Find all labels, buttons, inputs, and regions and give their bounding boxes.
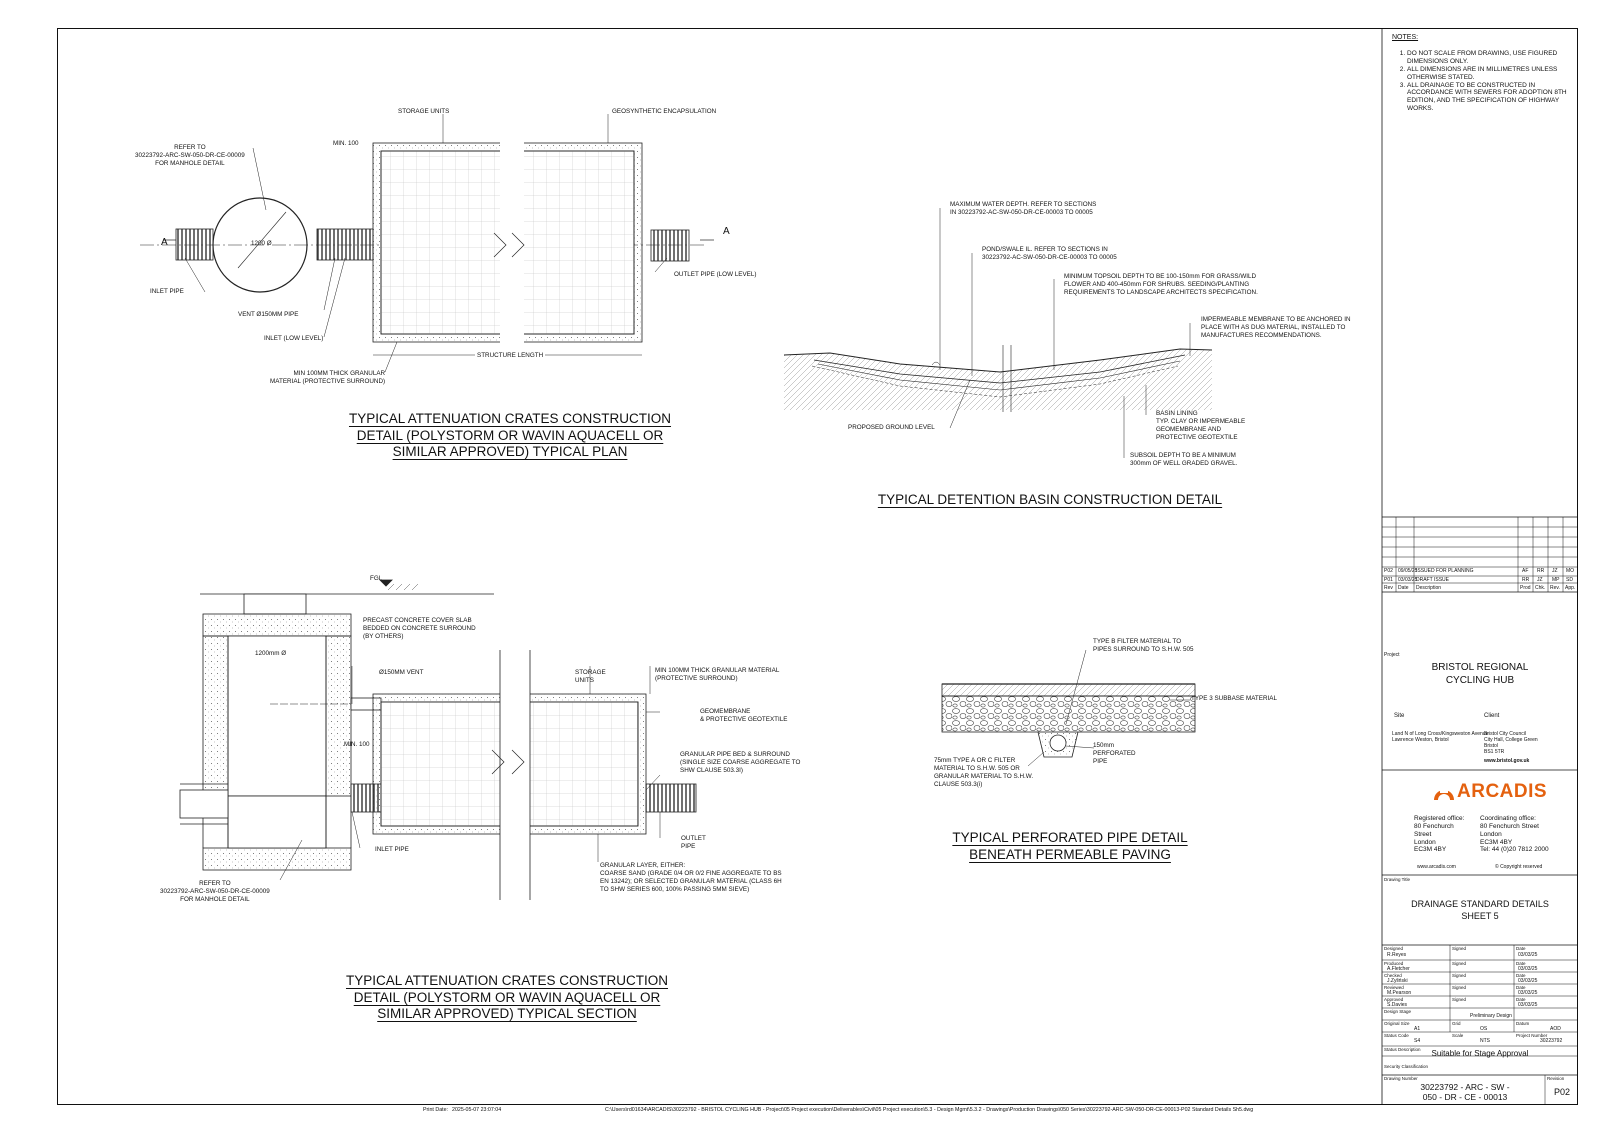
approved-name: S.Davies: [1387, 1002, 1408, 1008]
checked-name: J.Zyliński: [1387, 978, 1408, 984]
label-type-ac: 75mm TYPE A OR C FILTER MATERIAL TO S.H.W. 505 OR GRANULAR MATERIAL TO S.H.W. CLAUSE 503.3(i): [934, 757, 1034, 788]
revision-value: P02: [1553, 1087, 1570, 1097]
company-url: www.arcadis.com: [1417, 864, 1456, 870]
rev-header-date: Date: [1398, 585, 1409, 591]
project-label: Project: [1384, 652, 1400, 658]
section-marker-a: A: [161, 237, 168, 248]
drawing-title-label: Drawing Title: [1384, 877, 1411, 882]
rev-header-rev-by: Rev.: [1550, 585, 1560, 591]
date-label: Date: [1516, 997, 1526, 1002]
registered-office-label: Registered office:: [1414, 815, 1465, 822]
label-structure-length: STRUCTURE LENGTH: [477, 352, 544, 359]
designed-name: R.Reyes: [1387, 952, 1407, 958]
label-outlet-pipe: OUTLET PIPE: [681, 835, 706, 850]
section-title: TYPICAL ATTENUATION CRATES CONSTRUCTION DETAIL (POLYSTORM OR WAVIN AQUACELL OR SIMILAR APPROVED) TYPICAL SECTION: [345, 973, 669, 1022]
signed-label: Signed: [1452, 961, 1467, 966]
produced-label: Produced: [1384, 961, 1404, 966]
design-stage: Preliminary Design: [1470, 1013, 1512, 1019]
label-refer-manhole: REFER TO 30223792-ARC-SW-050-DR-CE-00009 FOR MANHOLE DETAIL: [135, 144, 245, 167]
label-storage-units: STORAGE UNITS: [398, 108, 450, 115]
label-topsoil: MINIMUM TOPSOIL DEPTH TO BE 100-150mm FOR GRASS/WILD FLOWER AND 400-450mm FOR SHRUBS. SEEDING/PLANTING REQUIREMENTS TO LANDSCAPE ARCHITECTS SPECIFICATION.: [1064, 273, 1258, 296]
label-granular: MIN 100MM THICK GRANULAR MATERIAL (PROTECTIVE SURROUND): [270, 370, 386, 385]
arcadis-logo: ARCADIS: [1457, 781, 1548, 802]
scale-label: Scale: [1452, 1033, 1464, 1038]
rev-row-rev-by: JZ: [1552, 568, 1558, 574]
rev-header-rev: Rev: [1384, 585, 1393, 591]
label-inlet-pipe: INLET PIPE: [150, 288, 184, 295]
label-diameter: 1200 Ø: [251, 240, 272, 247]
status-description: Suitable for Stage Approval: [1431, 1049, 1529, 1058]
original-size: A1: [1414, 1026, 1421, 1032]
notes-heading: NOTES:: [1392, 34, 1419, 41]
datum-value: AOD: [1550, 1026, 1561, 1032]
label-inlet-pipe: INLET PIPE: [375, 846, 409, 853]
registered-office: 80 Fenchurch Street London EC3M 4BY: [1414, 823, 1454, 854]
label-inlet-low: INLET (LOW LEVEL): [264, 335, 324, 342]
label-type-b: TYPE B FILTER MATERIAL TO PIPES SURROUND TO S.H.W. 505: [1093, 638, 1194, 653]
site-label: Site: [1394, 713, 1405, 719]
label-membrane: IMPERMEABLE MEMBRANE TO BE ANCHORED IN PLACE WITH AS DUG MATERIAL, INSTALLED TO MANUFACTURES RECOMMENDATIONS.: [1201, 316, 1351, 339]
label-cover-slab: PRECAST CONCRETE COVER SLAB BEDDED ON CONCRETE SURROUND (BY OTHERS): [363, 617, 476, 640]
label-pipe-bed: GRANULAR PIPE BED & SURROUND (SINGLE SIZE COARSE AGGREGATE TO SHW CLAUSE 503.3I): [680, 751, 801, 774]
revision-label: Revision: [1547, 1076, 1565, 1081]
grid-value: OS: [1480, 1026, 1488, 1032]
datum-label: Datum: [1516, 1021, 1530, 1026]
signed-label: Signed: [1452, 946, 1467, 951]
coordinating-office-label: Coordinating office:: [1480, 815, 1536, 822]
label-type-3: TYPE 3 SUBBASE MATERIAL: [1191, 695, 1277, 702]
project-number-label: Project Number: [1516, 1033, 1548, 1038]
rev-row-rev-by: MP: [1552, 577, 1560, 583]
arcadis-logo-mark: [1434, 790, 1454, 800]
designed-label: Designed: [1384, 946, 1404, 951]
reviewed-label: Reviewed: [1384, 985, 1404, 990]
label-vent: VENT Ø150MM PIPE: [238, 311, 299, 318]
drawing-number: 30223792 - ARC - SW - 050 - DR - CE - 00013: [1420, 1082, 1510, 1103]
signed-label: Signed: [1452, 973, 1467, 978]
date-label: Date: [1516, 946, 1526, 951]
client-url: www.bristol.gov.uk: [1484, 758, 1530, 764]
label-manhole-diameter: 1200mm Ø: [255, 650, 287, 657]
rev-header-app: App.: [1565, 585, 1576, 591]
status-code: S4: [1414, 1038, 1421, 1044]
designed-date: 03/03/25: [1518, 952, 1538, 958]
rev-row-prod: AF: [1522, 568, 1529, 574]
date-label: Date: [1516, 985, 1526, 990]
label-outlet-pipe: OUTLET PIPE (LOW LEVEL): [674, 271, 757, 278]
perforated-pipe-detail: [942, 650, 1195, 766]
rev-row-app: MO: [1566, 568, 1575, 574]
drawing-number-label: Drawing Number: [1384, 1076, 1418, 1081]
security-label: Security Classification: [1384, 1064, 1429, 1069]
reviewed-date: 03/03/25: [1518, 990, 1538, 996]
rev-row-app: SD: [1566, 577, 1573, 583]
print-date-label: Print Date:: [423, 1107, 449, 1113]
produced-name: A.Fletcher: [1387, 966, 1410, 972]
checked-label: Checked: [1384, 973, 1402, 978]
rev-row-date: 09/05/25: [1398, 568, 1418, 574]
signed-label: Signed: [1452, 997, 1467, 1002]
label-granular: MIN 100MM THICK GRANULAR MATERIAL (PROTECTIVE SURROUND): [655, 667, 780, 682]
label-pond-il: POND/SWALE IL. REFER TO SECTIONS IN 30223792-AC-SW-050-DR-CE-00003 TO 00005: [982, 246, 1117, 261]
client-label: Client: [1484, 713, 1500, 719]
date-label: Date: [1516, 961, 1526, 966]
rev-header-chk: Chk.: [1535, 585, 1546, 591]
label-min-100: MIN. 100: [333, 140, 359, 147]
note-item: 2. ALL DIMENSIONS ARE IN MILLIMETRES UNLESS OTHERWISE STATED.: [1407, 66, 1577, 82]
grid-label: Grid: [1452, 1021, 1461, 1026]
label-geosynthetic: GEOSYNTHETIC ENCAPSULATION: [612, 108, 717, 115]
rev-row-desc: DRAFT ISSUE: [1416, 577, 1449, 583]
copyright: © Copyright reserved: [1495, 864, 1543, 870]
file-path: C:\Users\rd01634\ARCADIS\30223792 - BRISTOL CYCLING HUB - Project\05 Project execution\Deliverables\Civil\05 Project execution\5.3 - Design Mgmt\5.3.2 - Drawings\Production Drawings\050 Series\30223792-ARC-SW-050-DR-CE-00013-P02 Standard Details Sh5.dwg: [605, 1107, 1254, 1113]
rev-row-chk: JZ: [1537, 577, 1543, 583]
project-number: 30223792: [1540, 1038, 1563, 1044]
client-address: Bristol City Council City Hall, College Green Bristol BS1 5TR: [1484, 731, 1538, 755]
rev-header-prod: Prod: [1520, 585, 1531, 591]
rev-row-chk: RR: [1537, 568, 1545, 574]
design-stage-label: Design Stage: [1384, 1009, 1412, 1014]
label-storage-units: STORAGE UNITS: [575, 669, 606, 684]
checked-date: 03/03/25: [1518, 978, 1538, 984]
scale-value: NTS: [1480, 1038, 1490, 1044]
original-size-label: Original Size: [1384, 1021, 1410, 1026]
status-desc-label: Status Description: [1384, 1047, 1421, 1052]
site-address: Land N of Long Cross/Kingsweston Avenue Lawrence Weston, Bristol: [1392, 731, 1489, 743]
section-marker-a: A: [723, 226, 730, 237]
label-granular-layer: GRANULAR LAYER, EITHER: COARSE SAND (GRADE 0/4 OR 0/2 FINE AGGREGATE TO BS EN 13242); OR SELECTED GRANULAR MATERIAL (CLASS 6H TO SHW SERIES 600, 100% PASSING 5MM SIEVE): [600, 862, 782, 893]
date-label: Date: [1516, 973, 1526, 978]
rev-row-desc: ISSUED FOR PLANNING: [1416, 568, 1474, 574]
label-basin-lining: BASIN LINING TYP. CLAY OR IMPERMEABLE GEOMEMBRANE AND PROTECTIVE GEOTEXTILE: [1156, 410, 1246, 441]
drawing-title: DRAINAGE STANDARD DETAILS SHEET 5: [1411, 899, 1549, 922]
rev-row-prod: RR: [1522, 577, 1530, 583]
approved-label: Approved: [1384, 997, 1404, 1002]
rev-row-date: 03/03/25: [1398, 577, 1418, 583]
reviewed-name: M.Pearson: [1387, 990, 1412, 996]
rev-row-rev: P02: [1384, 568, 1393, 574]
notes-panel: [1392, 34, 1577, 113]
label-geomembrane: GEOMEMBRANE & PROTECTIVE GEOTEXTILE: [700, 708, 788, 723]
label-fgl: FGL: [370, 575, 383, 582]
project-name: BRISTOL REGIONAL CYCLING HUB: [1431, 662, 1529, 686]
note-item: 1. DO NOT SCALE FROM DRAWING, USE FIGURED DIMENSIONS ONLY.: [1407, 50, 1577, 66]
label-perforated-pipe: 150mm PERFORATED PIPE: [1093, 742, 1136, 765]
plan-title: TYPICAL ATTENUATION CRATES CONSTRUCTION DETAIL (POLYSTORM OR WAVIN AQUACELL OR SIMILAR APPROVED) TYPICAL PLAN: [348, 411, 672, 460]
title-block-lines: [1382, 28, 1578, 1105]
label-ground-level: PROPOSED GROUND LEVEL: [848, 424, 935, 431]
print-date: 2025-05-07 23:07:04: [452, 1107, 502, 1113]
approved-date: 03/03/25: [1518, 1002, 1538, 1008]
rev-header-desc: Description: [1416, 585, 1442, 591]
pipe-title: TYPICAL PERFORATED PIPE DETAIL BENEATH PERMEABLE PAVING: [952, 830, 1188, 862]
signed-label: Signed: [1452, 985, 1467, 990]
note-item: 3. ALL DRAINAGE TO BE CONSTRUCTED IN ACCORDANCE WITH SEWERS FOR ADOPTION 8TH EDITION, AND THE SPECIFICATION OF HIGHWAY WORKS.: [1407, 82, 1577, 113]
coordinating-office: 80 Fenchurch Street London EC3M 4BY Tel: 44 (0)20 7812 2000: [1480, 823, 1549, 854]
status-code-label: Status Code: [1384, 1033, 1409, 1038]
rev-row-rev: P01: [1384, 577, 1393, 583]
basin-title: TYPICAL DETENTION BASIN CONSTRUCTION DETAIL: [877, 492, 1223, 507]
label-vent: Ø150MM VENT: [379, 669, 424, 676]
label-refer-manhole: REFER TO 30223792-ARC-SW-050-DR-CE-00009 FOR MANHOLE DETAIL: [160, 880, 270, 903]
label-max-water: MAXIMUM WATER DEPTH. REFER TO SECTIONS IN 30223792-AC-SW-050-DR-CE-00003 TO 00005: [950, 201, 1097, 216]
produced-date: 03/03/25: [1518, 966, 1538, 972]
label-subsoil: SUBSOIL DEPTH TO BE A MINIMUM 300mm OF WELL GRADED GRAVEL.: [1130, 452, 1238, 467]
label-min-100: MIN. 100: [344, 741, 370, 748]
